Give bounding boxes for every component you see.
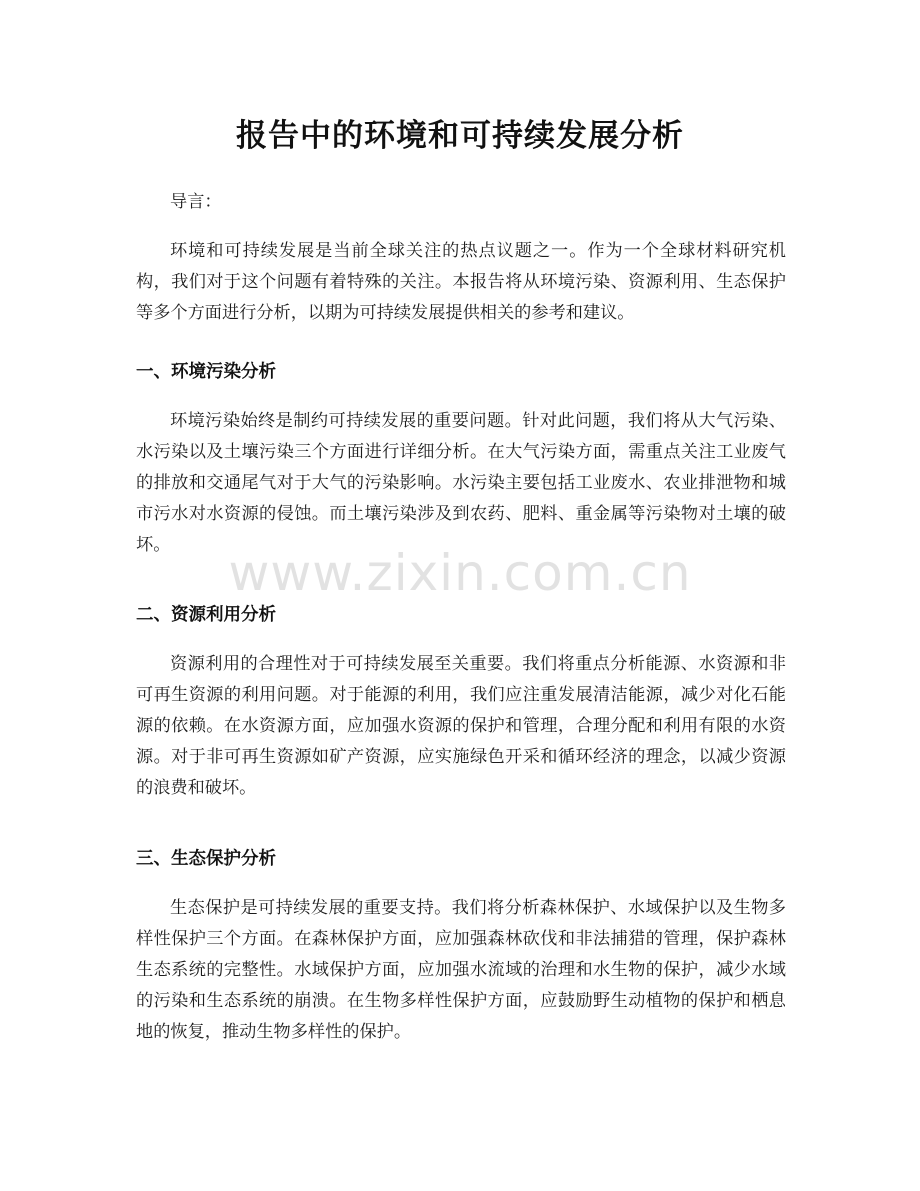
section-body-ecology: 生态保护是可持续发展的重要支持。我们将分析森林保护、水域保护以及生物多样性保护三个方面。在森林保护方面，应加强森林砍伐和非法捕猎的管理，保护森林生态系统的完整性。水域保护方面，应加强水流域的治理和水生物的保护，减少水域的污染和生态系统的崩溃。在生物多样性保护方面，应鼓励野生动植物的保护和栖息地的恢复，推动生物多样性的保护。 bbox=[136, 898, 786, 1042]
section-body-resources: 资源利用的合理性对于可持续发展至关重要。我们将重点分析能源、水资源和非可再生资源的利用问题。对于能源的利用，我们应注重发展清洁能源，减少对化石能源的依赖。在水资源方面，应加强水资源的保护和管理，合理分配和利用有限的水资源。对于非可再生资源如矿产资源，应实施绿色开采和循环经济的理念，以减少资源的浪费和破坏。 bbox=[136, 654, 786, 798]
intro-label: 导言： bbox=[170, 192, 222, 212]
document-title: 报告中的环境和可持续发展分析 bbox=[236, 118, 684, 154]
section-heading-resources: 二、资源利用分析 bbox=[136, 605, 276, 625]
intro-paragraph: 环境和可持续发展是当前全球关注的热点议题之一。作为一个全球材料研究机构，我们对于这个问题有着特殊的关注。本报告将从环境污染、资源利用、生态保护等多个方面进行分析，以期为可持续发展提供相关的参考和建议。 bbox=[136, 241, 786, 323]
section-heading-ecology: 三、生态保护分析 bbox=[136, 849, 276, 869]
watermark: www.zixin.com.cn bbox=[228, 544, 692, 602]
section-heading-pollution: 一、环境污染分析 bbox=[136, 362, 276, 382]
section-body-pollution: 环境污染始终是制约可持续发展的重要问题。针对此问题，我们将从大气污染、水污染以及土壤污染三个方面进行详细分析。在大气污染方面，需重点关注工业废气的排放和交通尾气对于大气的污染影响。水污染主要包括工业废水、农业排泄物和城市污水对水资源的侵蚀。而土壤污染涉及到农药、肥料、重金属等污染物对土壤的破坏。 bbox=[136, 411, 786, 555]
